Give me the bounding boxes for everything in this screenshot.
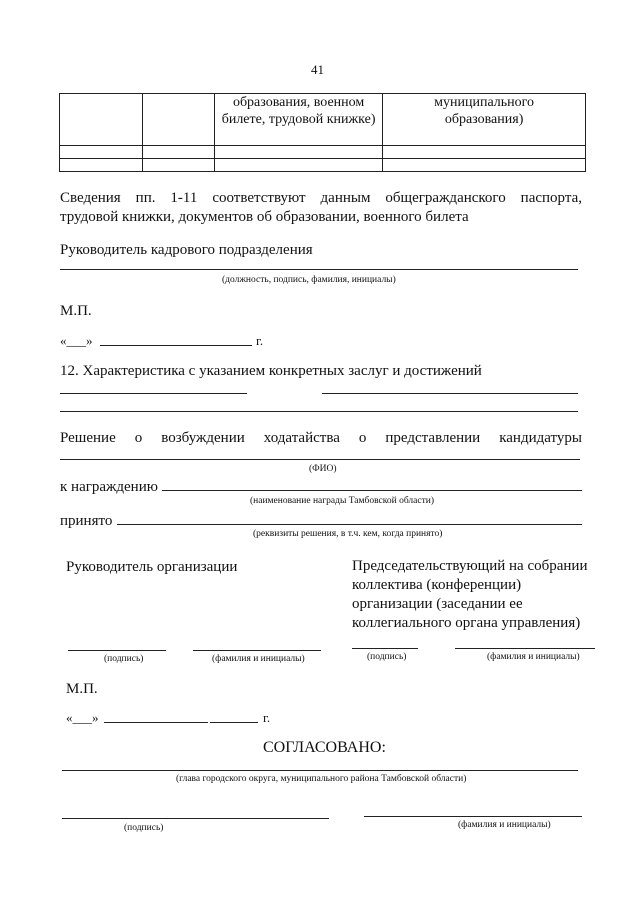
- decision-word: кандидатуры: [499, 430, 582, 446]
- decision-word: ходатайства: [263, 430, 340, 446]
- chair-signature-line[interactable]: [352, 648, 418, 649]
- candidate-fio-line[interactable]: [60, 459, 580, 460]
- agreed-official-line[interactable]: [62, 770, 578, 771]
- table-row: [60, 94, 586, 146]
- decision-details-line[interactable]: [117, 524, 582, 525]
- info-paragraph-line-2: трудовой книжки, документов об образовании, военного билета: [60, 209, 469, 225]
- table-cell: [60, 159, 143, 172]
- decision-sentence: [60, 429, 582, 447]
- table-cell: [142, 159, 214, 172]
- table-row: [60, 159, 586, 172]
- org-head-signature-line[interactable]: [68, 650, 166, 651]
- award-caption: (наименование награды Тамбовской области): [250, 496, 434, 506]
- chair-label-line-1: Председательствующий на собрании: [352, 558, 588, 574]
- table-cell: образования, военном билете, трудовой книжке): [215, 94, 383, 146]
- org-head-name-caption: (фамилия и инициалы): [212, 654, 305, 664]
- hr-head-label: Руководитель кадрового подразделения: [60, 242, 313, 258]
- accepted-caption: (реквизиты решения, в т.ч. кем, когда принято): [253, 529, 443, 539]
- page-number: 41: [311, 62, 324, 77]
- decision-word: возбуждении: [161, 430, 245, 446]
- decision-word: о: [358, 430, 367, 446]
- info-paragraph-line-1: Сведения пп. 1-11 соответствуют данным общегражданского паспорта,: [60, 190, 582, 206]
- org-head-sign-caption: (подпись): [104, 654, 144, 664]
- org-head-name-line[interactable]: [193, 650, 321, 651]
- hr-head-caption: (должность, подпись, фамилия, инициалы): [222, 275, 396, 285]
- decision-word: представлении: [385, 430, 481, 446]
- data-table: [59, 93, 586, 172]
- chair-label-line-4: коллегиального органа управления): [352, 615, 581, 631]
- characteristic-line-1[interactable]: [60, 393, 247, 394]
- final-name-line[interactable]: [364, 816, 582, 817]
- stamp-place-label: М.П.: [60, 303, 92, 319]
- award-name-line[interactable]: [162, 490, 582, 491]
- final-name-caption: (фамилия и инициалы): [458, 820, 551, 830]
- characteristic-line-2[interactable]: [60, 411, 578, 412]
- table-cell: [142, 94, 214, 146]
- table-cell: муниципального образования): [383, 94, 586, 146]
- final-sign-caption: (подпись): [124, 823, 164, 833]
- date-year-suffix-2: г.: [263, 710, 271, 725]
- date-year-line-2[interactable]: [210, 722, 258, 723]
- table-cell: [142, 146, 214, 159]
- hr-head-signature-line[interactable]: [60, 269, 578, 270]
- chair-label-line-2: коллектива (конференции): [352, 577, 522, 593]
- org-head-label: Руководитель организации: [66, 559, 238, 575]
- chair-sign-caption: (подпись): [367, 652, 407, 662]
- decision-word: о: [134, 430, 143, 446]
- final-signature-line[interactable]: [62, 818, 329, 819]
- chair-label-line-3: организации (заседании ее: [352, 596, 523, 612]
- date-day-field-2[interactable]: «___»: [66, 710, 99, 725]
- table-cell: [383, 159, 586, 172]
- table-cell: [215, 159, 383, 172]
- fio-caption: (ФИО): [309, 464, 337, 474]
- agreed-title: СОГЛАСОВАНО:: [263, 739, 386, 756]
- stamp-place-label-2: М.П.: [66, 681, 98, 697]
- section-12-heading: 12. Характеристика с указанием конкретных заслуг и достижений: [60, 363, 482, 379]
- decision-word: Решение: [60, 430, 116, 446]
- date-year-suffix: г.: [256, 333, 264, 348]
- table-cell: [60, 94, 143, 146]
- chair-name-caption: (фамилия и инициалы): [487, 652, 580, 662]
- table-cell: [215, 146, 383, 159]
- chair-name-line[interactable]: [455, 648, 595, 649]
- accepted-label: принято: [60, 513, 113, 529]
- characteristic-line-1b[interactable]: [322, 393, 578, 394]
- date-month-line-2[interactable]: [104, 722, 208, 723]
- date-day-field[interactable]: «___»: [60, 333, 93, 348]
- agreed-caption: (глава городского округа, муниципального района Тамбовской области): [176, 774, 467, 784]
- table-row: [60, 146, 586, 159]
- table-cell: [383, 146, 586, 159]
- date-month-line[interactable]: [100, 345, 252, 346]
- table-cell: [60, 146, 143, 159]
- award-label: к награждению: [60, 479, 158, 495]
